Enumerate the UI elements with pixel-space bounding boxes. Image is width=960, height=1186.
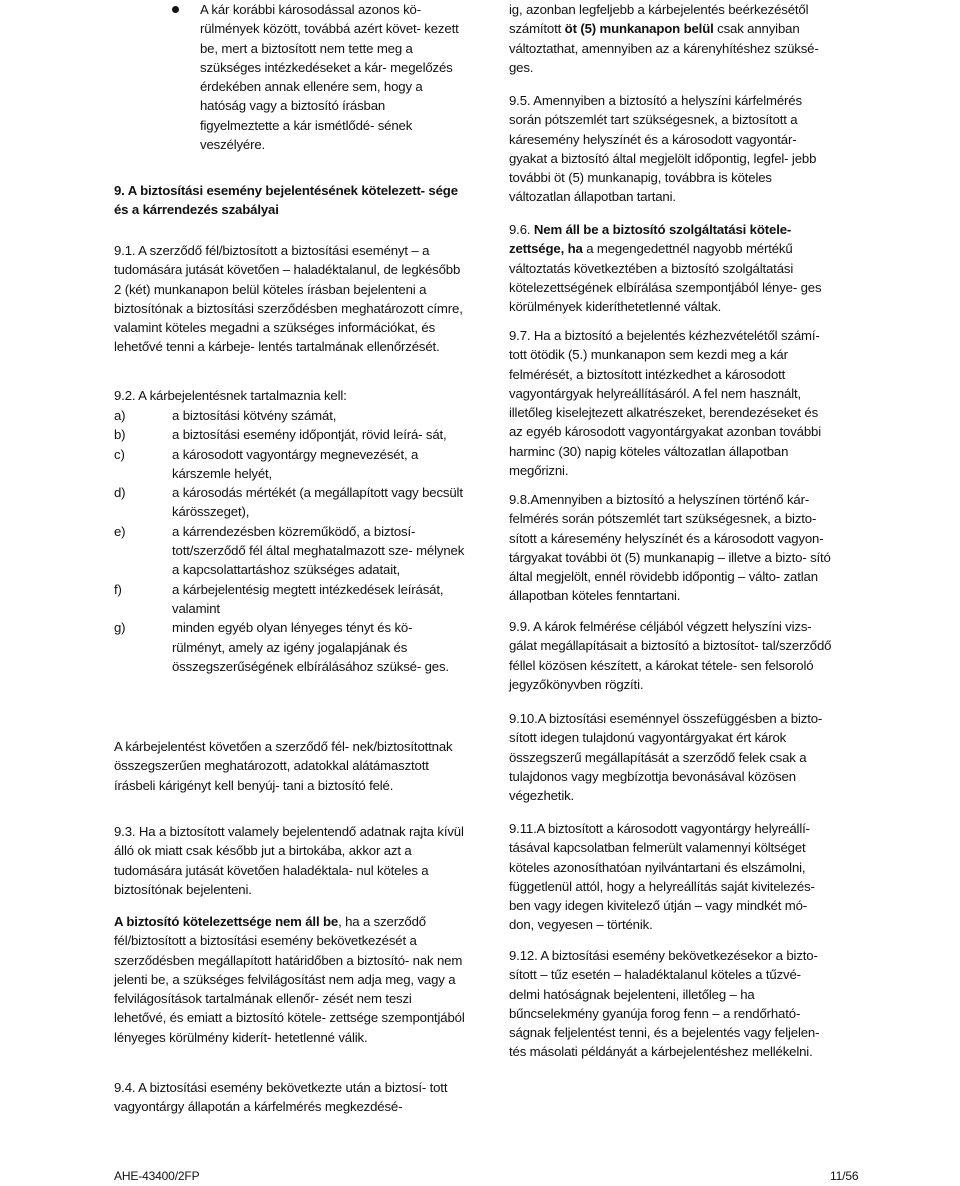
bullet-dot	[172, 6, 179, 13]
paragraph-9-1: 9.1. A szerződő fél/biztosított a biztosítási eseményt – a tudomására jutását követően – haladéktalanul, de legkésőbb 2 (két) munkanapon belül köteles írásban bejelenteni a biztosítónak a biztosítási szerződésben meghatározott címre, valamint köteles megadni a szükséges információkat, és lehetővé tenni a kárbeje- lentés tartalmának ellenőrzését.	[114, 243, 463, 355]
paragraph-number: 9.6.	[509, 222, 534, 237]
paragraph-9-7: 9.7. Ha a biztosító a bejelentés kézhezvételétől számí- tott ötödik (5.) munkanapon sem kezdi meg a kár felmérését, a biztosított intézkedhet a károsodott vagyontárgyak helyreállításáról. A fel nem használt, illetőleg kiselejtezett alkatrészeket, berendezéseket és az egyéb károsodott vagyontárgyakat azonban további harminc (30) napig köteles változatlan állapotban megőrizni.	[509, 328, 821, 479]
paragraph-9-6	[509, 220, 835, 316]
continued-text: ig, azonban legfeljebb a kárbejelentés beérkezésétől számított	[509, 2, 809, 37]
section-heading: 9. A biztosítási esemény bejelentésének kötelezett- sége és a kárrendezés szabályai	[114, 183, 458, 218]
paragraph-9-4: 9.4. A biztosítási esemény bekövetkezte után a biztosí- tott vagyontárgy állapotán a kárfelmérés megkezdésé-	[114, 1080, 448, 1115]
requirements-list	[114, 406, 466, 676]
list-item-text: a biztosítási kötvény számát,	[172, 408, 337, 423]
paragraph-9-11: 9.11.A biztosított a károsodott vagyontárgy helyreállí- tásával kapcsolatban felmerült valamennyi költséget köteles azonosíthatóan nyilvántartani és elszámolni, függetlenül attól, hogy a helyreállítás saját kivitelezés- ben vagy idegen kivitelező útján – vagy mindkét mó- don, vegyesen – történik.	[509, 821, 815, 933]
list-marker: c)	[114, 446, 125, 462]
deadline-bold-text: öt (5) munkanapon belül	[564, 21, 714, 37]
list-item-text: a kárrendezésben közreműködő, a biztosí- tott/szerződő fél által meghatalmazott sze- mélynek a kapcsolattartáshoz szükséges adatait,	[172, 523, 465, 578]
paragraph-9-2-intro: 9.2. A kárbejelentésnek tartalmaznia kell:	[114, 388, 347, 403]
page-number: 11/56	[830, 1169, 859, 1183]
list-item	[114, 425, 466, 444]
list-item-text: minden egyéb olyan lényeges tényt és kö- rülményt, amely az igény jogalapjának és összegszerűségének elbírálásához szüksé- ges.	[172, 620, 449, 674]
list-item-text: a károsodott vagyontárgy megnevezését, a kárszemle helyét,	[172, 446, 419, 481]
document-code: AHE-43400/2FP	[114, 1169, 200, 1183]
list-item	[114, 522, 466, 580]
obligation-text: , ha a szerződő fél/biztosított a biztosítási esemény bekövetkezését a szerződésben megállapított határidőben a biztosító- nak nem jelenti be, a szükséges felvilágosítást nem adja meg, vagy a felvilágosítások tartalmának ellenőr- zését nem teszi lehetővé, és emiatt a biztosító kötele- zettsége szempontjából lényeges körülmény kiderít- hetetlenné válik.	[114, 914, 465, 1045]
list-item	[114, 483, 466, 522]
list-marker: a)	[114, 408, 126, 423]
list-item-text: a kárbejelentésig megtett intézkedések leírását, valamint	[172, 581, 444, 616]
list-item	[114, 618, 466, 676]
paragraph-9-4-continued	[509, 0, 835, 77]
no-obligation-bold-text: Nem áll be a biztosító szolgáltatási kötele- zettsége, ha	[509, 222, 792, 257]
obligation-bold-text: A biztosító kötelezettsége nem áll be	[114, 914, 339, 929]
paragraph-9-5: 9.5. Amennyiben a biztosító a helyszíni kárfelmérés során pótszemlét tart szükségesnek, a biztosított a káresemény helyszínét és a károsodott vagyontár- gyakat a biztosító által megjelölt időpontig, legfel- jebb további öt (5) munkanapig, továbbra is köteles változatlan állapotban tartani.	[509, 93, 817, 205]
list-marker: f)	[114, 581, 122, 597]
paragraph-text: a megengedettnél nagyobb mértékű változtatás következtében a biztosító szolgáltatási kötelezettségének elbírálása szempontjából lénye- ges körülmények kideríthetetlenné váltak.	[509, 241, 822, 315]
list-item-text: a biztosítási esemény időpontját, rövid leírá- sát,	[172, 427, 447, 443]
paragraph-9-10: 9.10.A biztosítási eseménnyel összefüggésben a bizto- sított idegen tulajdonú vagyontárgyakat ért károk összegszerű megállapítását a szerződő felek csak a tulajdonos vagy megbízottja bevonásával közösen végezhetik.	[509, 711, 823, 804]
list-marker: e)	[114, 523, 126, 539]
list-marker: b)	[114, 427, 126, 443]
paragraph-9-12: 9.12. A biztosítási esemény bekövetkezésekor a bizto- sított – tűz esetén – haladéktalanul köteles a tűzvé- delmi hatóságnak bejelenteni, illetőleg – ha bűncselekmény gyanúja forog fenn – a rendőrható- ságnak feljelentést tenni, és a bejelentés vagy feljelen- tés másolati példányát a kárbejelentéshez mellékelni.	[509, 948, 820, 1060]
list-item	[114, 445, 466, 484]
paragraph-9-3-obligation	[114, 912, 466, 1047]
list-marker: g)	[114, 620, 126, 636]
list-item	[114, 406, 466, 425]
list-item-text: a károsodás mértékét (a megállapított vagy becsült kárösszeget),	[172, 485, 463, 520]
paragraph-9-8: 9.8.Amennyiben a biztosító a helyszínen történő kár- felmérés során pótszemlét tart szükségesnek, a bizto- sított a káresemény helyszínét és a károsodott vagyon- tárgyakat további öt (5) munkanapig – illetve a bizto- sító által megjelölt, ennél rövidebb időpontig – válto- zatlan állapotban köteles fenntartani.	[509, 492, 831, 604]
paragraph-9-2-after: A kárbejelentést követően a szerződő fél- nek/biztosítottnak összegszerűen meghatározott, adatokkal alátámasztott írásbeli kárigényt kell benyúj- tani a biztosító felé.	[114, 739, 453, 793]
list-item	[114, 580, 466, 619]
bullet-paragraph: A kár korábbi károsodással azonos kö- rülmények között, továbbá azért követ- kezett be, mert a biztosított nem tette meg a szükséges intézkedéseket a kár- megelőzés érdekében annak ellenére sem, hogy a hatóság vagy a biztosító írásban figyelmeztette a kár ismétlődé- sének veszélyére.	[200, 2, 459, 153]
list-marker: d)	[114, 485, 126, 501]
paragraph-9-3: 9.3. Ha a biztosított valamely bejelentendő adatnak rajta kívül álló ok miatt csak később jut a birtokába, akkor azt a tudomására jutását követően haladéktala- nul köteles a biztosítónak bejelenteni.	[114, 824, 464, 897]
continued-text-end: csak annyiban változtathat, amennyiben az a kárenyhítéshez szüksé- ges.	[509, 21, 819, 75]
paragraph-9-9: 9.9. A károk felmérése céljából végzett helyszíni vizs- gálat megállapításait a biztosító a biztosítot- tal/szerződő féllel közösen készített, a károkat tétele- sen felsoroló jegyzőkönyvben rögzíti.	[509, 619, 832, 692]
